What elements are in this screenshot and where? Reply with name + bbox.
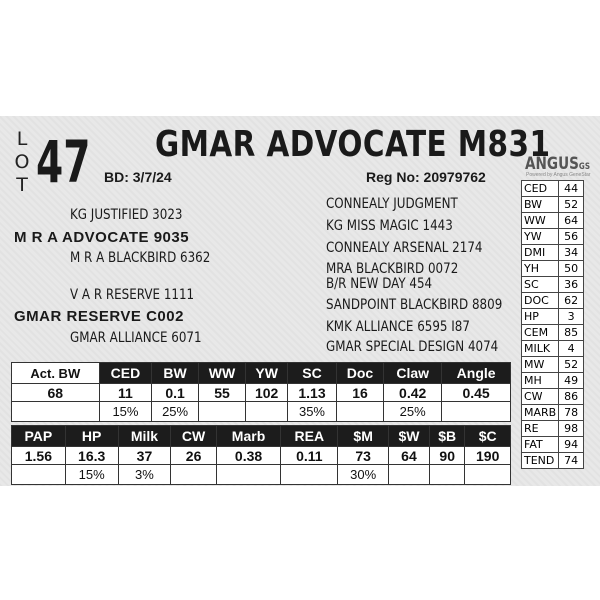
epd-header: CW xyxy=(171,426,216,447)
epd-percent xyxy=(216,465,280,485)
percentile-row xyxy=(522,405,584,421)
percentile-row xyxy=(522,245,584,261)
epd-table-1 xyxy=(11,362,511,422)
percentile-value: 56 xyxy=(559,229,584,245)
percentile-value: 94 xyxy=(559,437,584,453)
epd-value: 90 xyxy=(430,447,465,465)
epd-percent: 25% xyxy=(152,402,199,422)
percentile-trait: SC xyxy=(522,277,559,293)
percentile-value: 86 xyxy=(559,389,584,405)
percentile-trait: MW xyxy=(522,357,559,373)
percentile-trait: DMI xyxy=(522,245,559,261)
epd-header: WW xyxy=(198,363,245,384)
animal-name: GMAR ADVOCATE M831 xyxy=(155,124,551,165)
percentile-value: 98 xyxy=(559,421,584,437)
percentile-row xyxy=(522,389,584,405)
epd-percent xyxy=(465,465,511,485)
epd-percent: 15% xyxy=(99,402,152,422)
percentile-row xyxy=(522,341,584,357)
epd-percent xyxy=(281,465,338,485)
percentile-trait: HP xyxy=(522,309,559,325)
epd-header: CED xyxy=(99,363,152,384)
epd-header: REA xyxy=(281,426,338,447)
epd-percent: 35% xyxy=(288,402,337,422)
epd-percent xyxy=(430,465,465,485)
lot-letter-o: O xyxy=(14,151,30,173)
epd-value: 0.42 xyxy=(384,384,442,402)
pedigree-right-2: KG MISS MAGIC 1443 xyxy=(326,218,453,234)
angus-logo-text: ANGUS xyxy=(525,154,579,174)
epd-percent: 25% xyxy=(384,402,442,422)
percentile-row xyxy=(522,357,584,373)
percentile-row xyxy=(522,453,584,469)
epd-percent xyxy=(388,465,429,485)
epd-header: Milk xyxy=(118,426,171,447)
pedigree-right-3: CONNEALY ARSENAL 2174 xyxy=(326,240,483,256)
angus-logo xyxy=(525,154,590,174)
epd-header: $B xyxy=(430,426,465,447)
lot-number: 47 xyxy=(36,128,91,196)
pedigree-right-5: B/R NEW DAY 454 xyxy=(326,276,433,292)
epd-header: PAP xyxy=(12,426,66,447)
epd-percent xyxy=(198,402,245,422)
birth-date: BD: 3/7/24 xyxy=(104,169,172,185)
epd-percent: 30% xyxy=(338,465,389,485)
percentile-row xyxy=(522,373,584,389)
pedigree-right-1: CONNEALY JUDGMENT xyxy=(326,196,458,212)
pedigree-right-4: MRA BLACKBIRD 0072 xyxy=(326,261,459,277)
percentile-row xyxy=(522,309,584,325)
epd-percent xyxy=(246,402,288,422)
epd-header: HP xyxy=(65,426,118,447)
percentile-trait: CEM xyxy=(522,325,559,341)
percentile-row xyxy=(522,181,584,197)
percentile-trait: FAT xyxy=(522,437,559,453)
epd-percent: 15% xyxy=(65,465,118,485)
percentile-value: 85 xyxy=(559,325,584,341)
epd-percent xyxy=(12,402,100,422)
epd-value: 1.56 xyxy=(12,447,66,465)
percentile-trait: CW xyxy=(522,389,559,405)
epd-header: YW xyxy=(246,363,288,384)
percentile-trait: TEND xyxy=(522,453,559,469)
epd-header: SC xyxy=(288,363,337,384)
epd-percent: 3% xyxy=(118,465,171,485)
epd-table-2 xyxy=(11,425,511,485)
epd-header: Doc xyxy=(336,363,383,384)
epd-value: 37 xyxy=(118,447,171,465)
percentile-row xyxy=(522,229,584,245)
epd-header: Claw xyxy=(384,363,442,384)
epd-percent xyxy=(442,402,511,422)
epd-value: 0.38 xyxy=(216,447,280,465)
epd-percent xyxy=(336,402,383,422)
epd-value: 1.13 xyxy=(288,384,337,402)
epd-value: 68 xyxy=(12,384,100,402)
percentile-row xyxy=(522,421,584,437)
epd-header: Act. BW xyxy=(12,363,100,384)
percentile-trait: YW xyxy=(522,229,559,245)
percentile-value: 78 xyxy=(559,405,584,421)
epd-value: 0.11 xyxy=(281,447,338,465)
pedigree-right-6: SANDPOINT BLACKBIRD 8809 xyxy=(326,297,503,313)
percentile-value: 36 xyxy=(559,277,584,293)
pedigree-sire: M R A ADVOCATE 9035 xyxy=(14,229,190,246)
pedigree-right-7: KMK ALLIANCE 6595 I87 xyxy=(326,319,470,335)
percentile-trait: BW xyxy=(522,197,559,213)
epd-header: Marb xyxy=(216,426,280,447)
percentile-trait: CED xyxy=(522,181,559,197)
percentile-value: 62 xyxy=(559,293,584,309)
percentile-row xyxy=(522,197,584,213)
epd-header: BW xyxy=(152,363,199,384)
percentile-trait: DOC xyxy=(522,293,559,309)
percentile-row xyxy=(522,437,584,453)
percentile-value: 49 xyxy=(559,373,584,389)
percentile-trait: MILK xyxy=(522,341,559,357)
epd-value: 16 xyxy=(336,384,383,402)
epd-value: 11 xyxy=(99,384,152,402)
epd-value: 26 xyxy=(171,447,216,465)
percentile-value: 3 xyxy=(559,309,584,325)
percentile-row xyxy=(522,325,584,341)
epd-header: $C xyxy=(465,426,511,447)
epd-header: $W xyxy=(388,426,429,447)
percentile-row xyxy=(522,293,584,309)
percentile-value: 74 xyxy=(559,453,584,469)
pedigree-dam: GMAR RESERVE C002 xyxy=(14,308,184,325)
percentile-trait: MH xyxy=(522,373,559,389)
angus-logo-tagline: Powered by Angus GeneStar xyxy=(526,172,591,178)
lot-letter-t: T xyxy=(16,174,28,196)
percentile-value: 52 xyxy=(559,197,584,213)
epd-value: 55 xyxy=(198,384,245,402)
epd-header: $M xyxy=(338,426,389,447)
percentile-row xyxy=(522,261,584,277)
percentile-value: 44 xyxy=(559,181,584,197)
epd-value: 102 xyxy=(246,384,288,402)
percentile-row xyxy=(522,277,584,293)
pedigree-sire-dam: M R A BLACKBIRD 6362 xyxy=(70,250,211,266)
epd-percent xyxy=(171,465,216,485)
epd-value: 0.1 xyxy=(152,384,199,402)
epd-value: 0.45 xyxy=(442,384,511,402)
registration-number: Reg No: 20979762 xyxy=(366,169,486,185)
percentile-value: 64 xyxy=(559,213,584,229)
percentile-trait: MARB xyxy=(522,405,559,421)
percentile-row xyxy=(522,213,584,229)
pedigree-dam-dam: GMAR ALLIANCE 6071 xyxy=(70,330,202,346)
pedigree-sire-sire: KG JUSTIFIED 3023 xyxy=(70,207,183,223)
percentile-trait: RE xyxy=(522,421,559,437)
percentile-trait: YH xyxy=(522,261,559,277)
percentile-value: 50 xyxy=(559,261,584,277)
epd-value: 190 xyxy=(465,447,511,465)
pedigree-right-8: GMAR SPECIAL DESIGN 4074 xyxy=(326,339,499,355)
percentile-trait: WW xyxy=(522,213,559,229)
epd-header: Angle xyxy=(442,363,511,384)
percentile-table xyxy=(521,180,584,469)
angus-logo-suffix: GS xyxy=(578,162,591,172)
pedigree-dam-sire: V A R RESERVE 1111 xyxy=(70,287,195,303)
percentile-value: 34 xyxy=(559,245,584,261)
epd-value: 64 xyxy=(388,447,429,465)
percentile-value: 52 xyxy=(559,357,584,373)
lot-letter-l: L xyxy=(16,128,28,150)
epd-value: 73 xyxy=(338,447,389,465)
epd-value: 16.3 xyxy=(65,447,118,465)
epd-percent xyxy=(12,465,66,485)
percentile-value: 4 xyxy=(559,341,584,357)
